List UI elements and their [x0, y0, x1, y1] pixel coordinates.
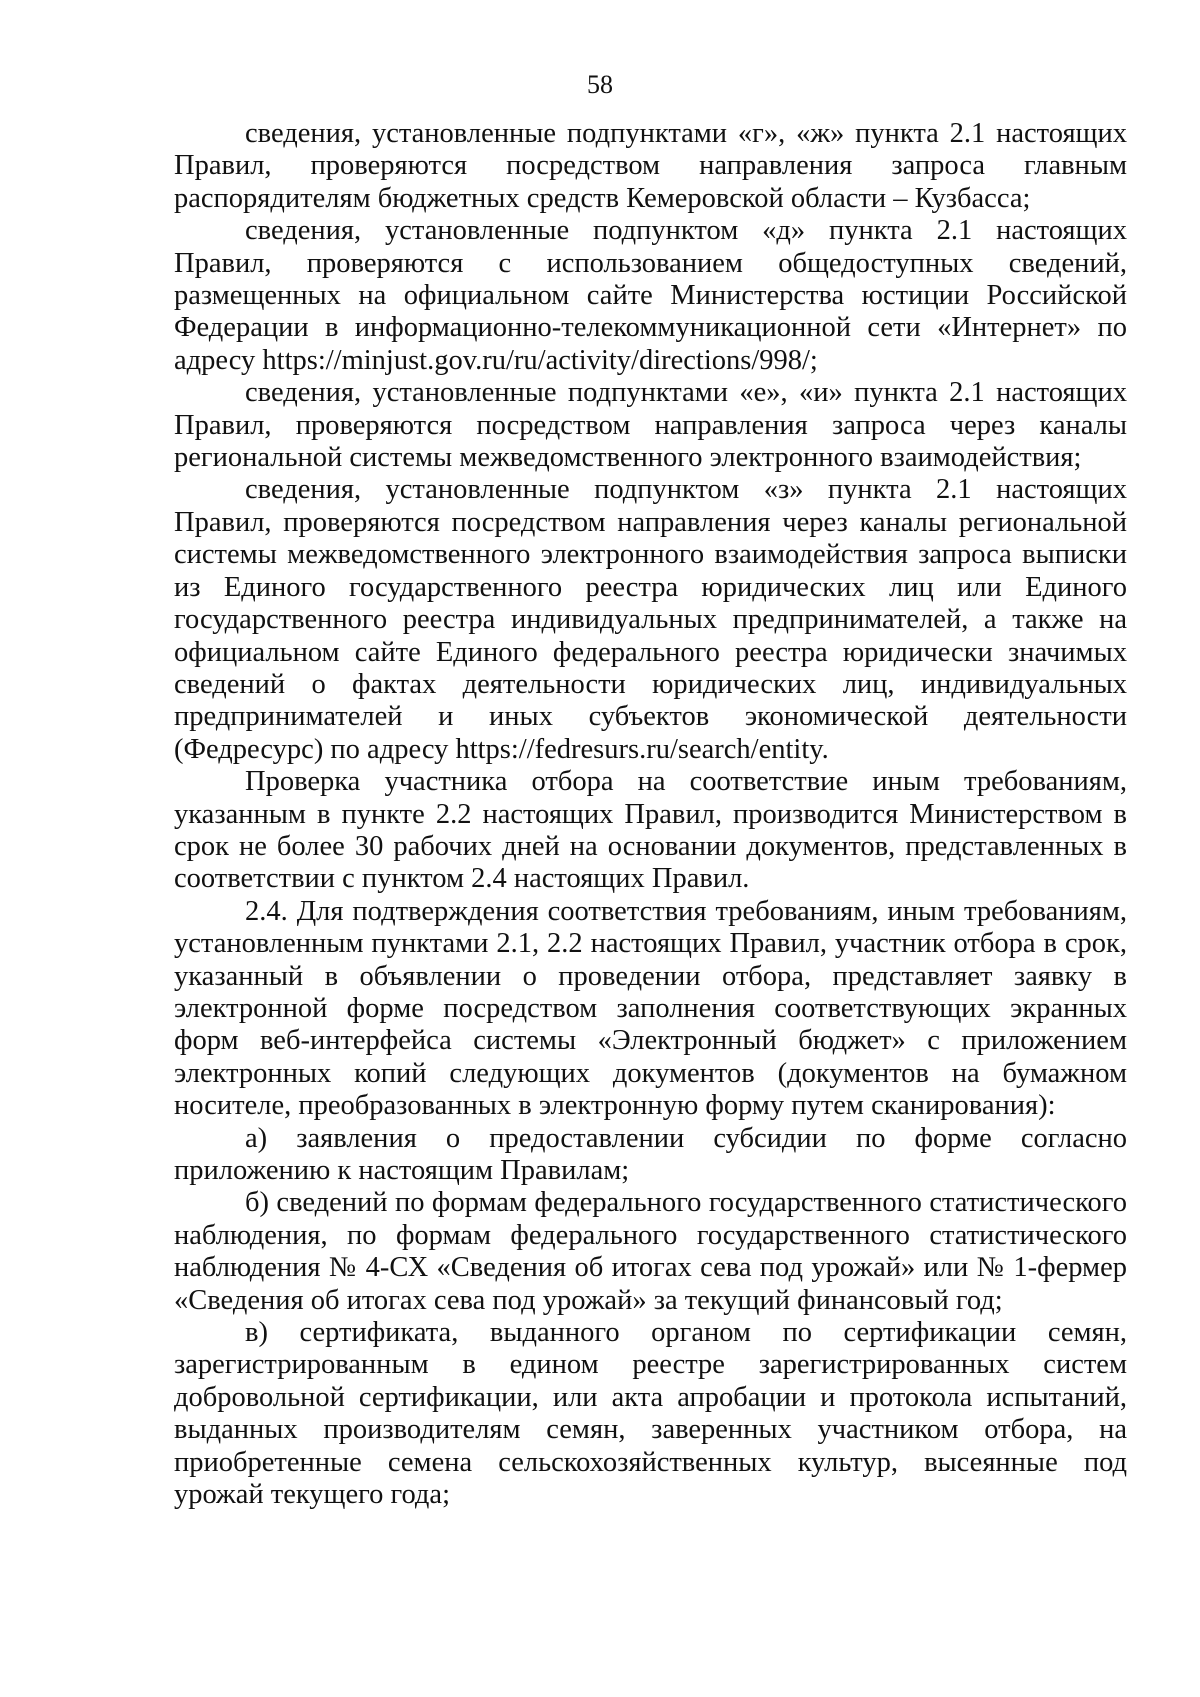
list-item-v: в) сертификата, выданного органом по сертификации семян, зарегистрированным в едином реестре зарегистрированных систем добровольной сертификации, или акта апробации и протокола испытаний, выданных производителям семян, заверенных участником отбора, на приобретенные семена сельскохозяйственных культур, высеянные под урожай текущего года;	[174, 1317, 1127, 1511]
paragraph-info-z: сведения, установленные подпунктом «з» пункта 2.1 настоящих Правил, проверяются посредством направления через каналы региональной системы межведомственного электронного взаимодействия запроса выписки из Единого государственного реестра юридических лиц или Единого государственного реестра индивидуальных предпринимателей, а также на официальном сайте Единого федерального реестра юридически значимых сведений о фактах деятельности юридических лиц, индивидуальных предпринимателей и иных субъектов экономической деятельности (Федресурс) по адресу https://fedresurs.ru/search/entity.	[174, 474, 1127, 765]
paragraph-info-d: сведения, установленные подпунктом «д» пункта 2.1 настоящих Правил, проверяются с использованием общедоступных сведений, размещенных на официальном сайте Министерства юстиции Российской Федерации в информационно-телекоммуникационной сети «Интернет» по адресу https://minjust.gov.ru/ru/activity/directions/998/;	[174, 215, 1127, 376]
list-item-b: б) сведений по формам федерального государственного статистического наблюдения, по формам федерального государственного статистического наблюдения № 4-СХ «Сведения об итогах сева под урожай» или № 1-фермер «Сведения об итогах сева под урожай» за текущий финансовый год;	[174, 1187, 1127, 1316]
paragraph-participant-check: Проверка участника отбора на соответствие иным требованиям, указанным в пункте 2.2 настоящих Правил, производится Министерством в срок не более 30 рабочих дней на основании документов, представленных в соответствии с пунктом 2.4 настоящих Правил.	[174, 766, 1127, 895]
page-number: 58	[587, 70, 613, 99]
paragraph-clause-2-4: 2.4. Для подтверждения соответствия требованиям, иным требованиям, установленным пунктами 2.1, 2.2 настоящих Правил, участник отбора в срок, указанный в объявлении о проведении отбора, представляет заявку в электронной форме посредством заполнения соответствующих экранных форм веб-интерфейса системы «Электронный бюджет» с приложением электронных копий следующих документов (документов на бумажном носителе, преобразованных в электронную форму путем сканирования):	[174, 895, 1127, 1122]
document-body	[174, 118, 1127, 1511]
paragraph-info-e-i: сведения, установленные подпунктами «е», «и» пункта 2.1 настоящих Правил, проверяются посредством направления запроса через каналы региональной системы межведомственного электронного взаимодействия;	[174, 377, 1127, 474]
list-item-a: а) заявления о предоставлении субсидии по форме согласно приложению к настоящим Правилам;	[174, 1122, 1127, 1186]
paragraph-info-g-zh: сведения, установленные подпунктами «г», «ж» пункта 2.1 настоящих Правил, проверяются посредством направления запроса главным распорядителям бюджетных средств Кемеровской области – Кузбасса;	[174, 118, 1127, 214]
